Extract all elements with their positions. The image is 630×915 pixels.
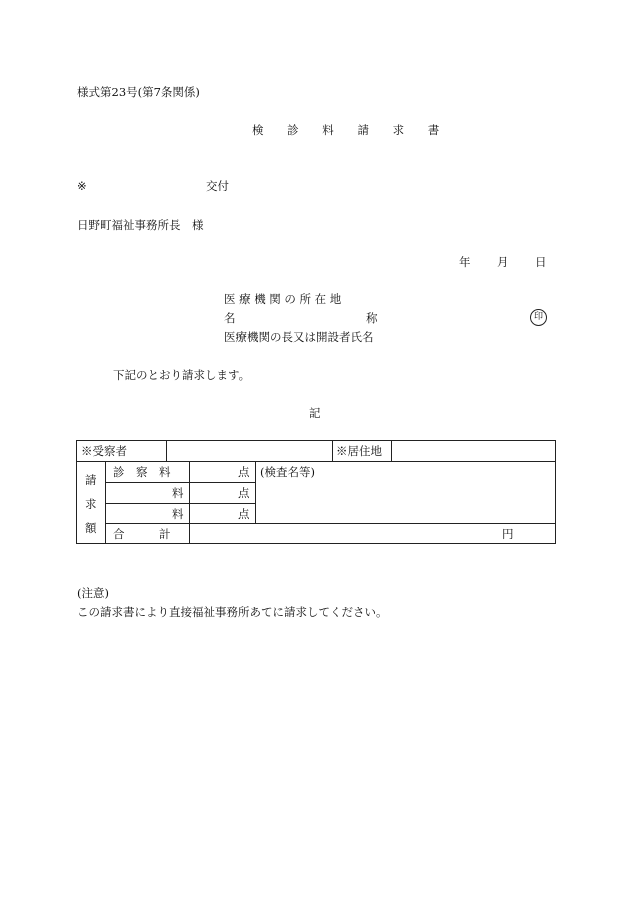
exam-fee-label: 診 察 料	[113, 465, 171, 479]
date-day-label: 日	[535, 255, 547, 269]
claim-char-3: 額	[85, 521, 97, 535]
exam-fee-point-label: 点	[238, 465, 250, 479]
patient-label: ※受察者	[81, 444, 127, 458]
institution-name-label-end: 称	[366, 311, 378, 325]
institution-head-label: 医療機関の長又は開設者氏名	[224, 330, 374, 344]
ki-heading: 記	[309, 406, 321, 420]
lead-text: 下記のとおり請求します。	[113, 368, 251, 382]
date-month-label: 月	[497, 255, 509, 269]
issue-mark: ※	[77, 179, 87, 193]
institution-address-label: 医療機関の所在地	[224, 292, 345, 306]
residence-field[interactable]	[392, 441, 555, 461]
exam-name-label: (検査名等)	[260, 465, 315, 479]
institution-name-label-start: 名	[224, 311, 236, 325]
form-number: 様式第23号(第7条関係)	[77, 85, 200, 99]
fee-label-row2: 料	[172, 486, 184, 500]
issue-label: 交付	[206, 179, 229, 193]
residence-label: ※居住地	[336, 444, 382, 458]
patient-field[interactable]	[167, 441, 332, 461]
notes-heading: (注意)	[77, 586, 109, 600]
yen-label: 円	[502, 527, 514, 541]
addressee: 日野町福祉事務所長 様	[77, 218, 204, 232]
fee-point-label-row2: 点	[238, 486, 250, 500]
seal-mark: 印	[530, 309, 547, 326]
date-year-label: 年	[459, 255, 471, 269]
document-title: 検 診 料 請 求 書	[252, 123, 450, 137]
claim-char-1: 請	[85, 473, 97, 487]
claim-table	[76, 440, 556, 544]
claim-char-2: 求	[85, 497, 97, 511]
total-label: 合 計	[113, 527, 171, 541]
notes-body: この請求書により直接福祉事務所あてに請求してください。	[77, 605, 388, 619]
fee-point-label-row3: 点	[238, 507, 250, 521]
fee-label-row3: 料	[172, 507, 184, 521]
